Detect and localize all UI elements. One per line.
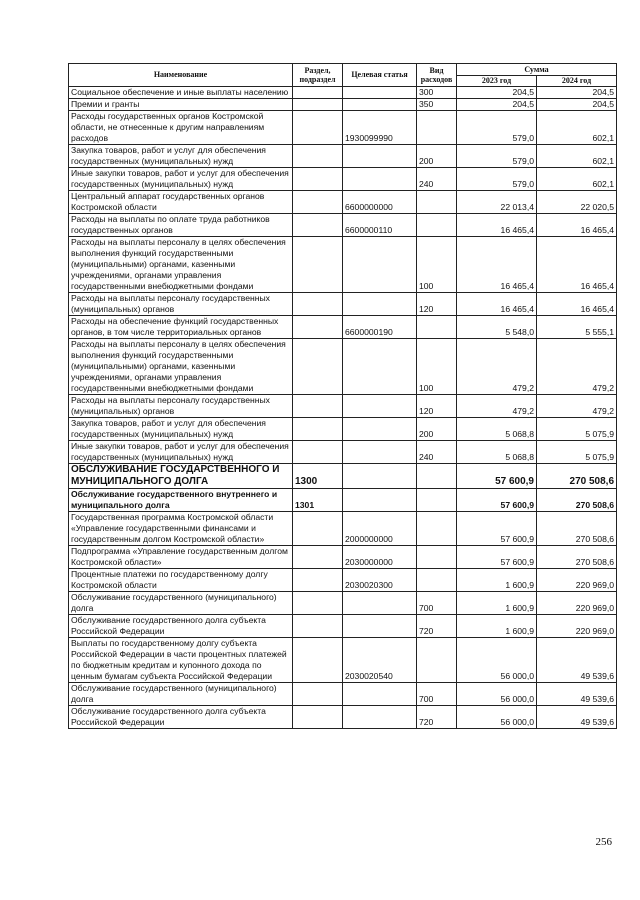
row-exptype-cell [417, 464, 457, 489]
row-exptype-cell: 700 [417, 683, 457, 706]
row-section-cell [293, 638, 343, 683]
row-exptype-cell: 720 [417, 615, 457, 638]
row-target-cell: 2030020540 [343, 638, 417, 683]
header-section: Раздел, подраздел [293, 64, 343, 87]
row-name-cell: Подпрограмма «Управление государственным долгом Костромской области» [69, 546, 293, 569]
row-sum-2024-cell: 49 539,6 [537, 638, 617, 683]
row-target-cell [343, 592, 417, 615]
row-section-cell [293, 293, 343, 316]
row-section-cell [293, 237, 343, 293]
row-name-cell: Расходы на выплаты персоналу государственных (муниципальных) органов [69, 293, 293, 316]
row-name-cell: Расходы на выплаты персоналу в целях обеспечения выполнения функций государственными (муниципальными) органами, казенными учреждениями, органами управления государственными внебюджетными фондами [69, 237, 293, 293]
row-name-cell: Обслуживание государственного (муниципального) долга [69, 592, 293, 615]
row-sum-2023-cell: 204,5 [457, 99, 537, 111]
row-exptype-cell: 100 [417, 339, 457, 395]
row-sum-2023-cell: 16 465,4 [457, 293, 537, 316]
row-sum-2023-cell: 57 600,9 [457, 489, 537, 512]
row-target-cell [343, 615, 417, 638]
row-target-cell: 6600000110 [343, 214, 417, 237]
table-row [69, 569, 617, 592]
row-exptype-cell [417, 316, 457, 339]
row-target-cell: 2030020300 [343, 569, 417, 592]
row-target-cell [343, 145, 417, 168]
row-target-cell [343, 464, 417, 489]
row-exptype-cell: 120 [417, 395, 457, 418]
row-section-cell [293, 706, 343, 729]
row-section-cell [293, 546, 343, 569]
row-target-cell [343, 683, 417, 706]
row-sum-2024-cell: 22 020,5 [537, 191, 617, 214]
row-sum-2023-cell: 57 600,9 [457, 512, 537, 546]
row-target-cell [343, 489, 417, 512]
row-sum-2023-cell: 579,0 [457, 168, 537, 191]
row-exptype-cell: 200 [417, 418, 457, 441]
table-row [69, 293, 617, 316]
row-section-cell [293, 683, 343, 706]
row-exptype-cell: 300 [417, 87, 457, 99]
table-body [69, 87, 617, 729]
row-section-cell [293, 168, 343, 191]
row-sum-2024-cell: 49 539,6 [537, 683, 617, 706]
row-exptype-cell: 700 [417, 592, 457, 615]
budget-table [68, 63, 617, 729]
row-name-cell: Расходы на обеспечение функций государственных органов, в том числе территориальных органов [69, 316, 293, 339]
table-row [69, 316, 617, 339]
row-exptype-cell [417, 638, 457, 683]
row-sum-2024-cell: 220 969,0 [537, 592, 617, 615]
row-sum-2023-cell: 16 465,4 [457, 237, 537, 293]
row-target-cell [343, 441, 417, 464]
row-section-cell [293, 441, 343, 464]
row-section-cell [293, 214, 343, 237]
row-target-cell: 6600000000 [343, 191, 417, 214]
row-sum-2024-cell: 16 465,4 [537, 293, 617, 316]
row-target-cell [343, 87, 417, 99]
row-sum-2024-cell: 220 969,0 [537, 615, 617, 638]
row-target-cell: 2030000000 [343, 546, 417, 569]
row-sum-2023-cell: 5 068,8 [457, 441, 537, 464]
row-sum-2023-cell: 1 600,9 [457, 569, 537, 592]
row-sum-2023-cell: 204,5 [457, 87, 537, 99]
table-row [69, 191, 617, 214]
row-target-cell [343, 706, 417, 729]
row-sum-2024-cell: 5 075,9 [537, 418, 617, 441]
row-sum-2023-cell: 5 068,8 [457, 418, 537, 441]
row-target-cell [343, 168, 417, 191]
row-section-cell [293, 339, 343, 395]
row-sum-2024-cell: 602,1 [537, 111, 617, 145]
row-name-cell: Обслуживание государственного (муниципального) долга [69, 683, 293, 706]
row-exptype-cell: 240 [417, 168, 457, 191]
row-name-cell: Центральный аппарат государственных органов Костромской области [69, 191, 293, 214]
row-section-cell: 1301 [293, 489, 343, 512]
row-sum-2024-cell: 16 465,4 [537, 214, 617, 237]
row-sum-2024-cell: 602,1 [537, 168, 617, 191]
row-sum-2023-cell: 5 548,0 [457, 316, 537, 339]
row-name-cell: Иные закупки товаров, работ и услуг для обеспечения государственных (муниципальных) нужд [69, 441, 293, 464]
row-exptype-cell: 100 [417, 237, 457, 293]
row-name-cell: Премии и гранты [69, 99, 293, 111]
header-target: Целевая статья [343, 64, 417, 87]
row-exptype-cell [417, 489, 457, 512]
row-sum-2023-cell: 479,2 [457, 339, 537, 395]
row-section-cell [293, 592, 343, 615]
row-sum-2023-cell: 579,0 [457, 145, 537, 168]
row-sum-2024-cell: 270 508,6 [537, 489, 617, 512]
row-name-cell: Расходы государственных органов Костромской области, не отнесенные к другим направлениям расходов [69, 111, 293, 145]
row-section-cell [293, 395, 343, 418]
row-sum-2023-cell: 57 600,9 [457, 546, 537, 569]
table-row [69, 99, 617, 111]
row-sum-2024-cell: 5 555,1 [537, 316, 617, 339]
row-sum-2024-cell: 220 969,0 [537, 569, 617, 592]
header-exptype: Вид расходов [417, 64, 457, 87]
row-target-cell [343, 395, 417, 418]
row-exptype-cell: 240 [417, 441, 457, 464]
table-row [69, 237, 617, 293]
row-sum-2024-cell: 602,1 [537, 145, 617, 168]
row-sum-2024-cell: 479,2 [537, 339, 617, 395]
row-sum-2024-cell: 16 465,4 [537, 237, 617, 293]
row-sum-2024-cell: 270 508,6 [537, 512, 617, 546]
table-row [69, 441, 617, 464]
row-sum-2024-cell: 204,5 [537, 99, 617, 111]
row-sum-2023-cell: 56 000,0 [457, 706, 537, 729]
row-name-cell: Иные закупки товаров, работ и услуг для обеспечения государственных (муниципальных) нужд [69, 168, 293, 191]
row-target-cell [343, 418, 417, 441]
row-sum-2023-cell: 56 000,0 [457, 683, 537, 706]
row-name-cell: Закупка товаров, работ и услуг для обеспечения государственных (муниципальных) нужд [69, 145, 293, 168]
row-exptype-cell: 120 [417, 293, 457, 316]
table-row [69, 214, 617, 237]
row-target-cell: 1930099990 [343, 111, 417, 145]
row-section-cell [293, 191, 343, 214]
row-sum-2023-cell: 479,2 [457, 395, 537, 418]
row-exptype-cell: 350 [417, 99, 457, 111]
row-exptype-cell [417, 111, 457, 145]
row-section-cell [293, 615, 343, 638]
page-number: 256 [595, 836, 612, 848]
row-exptype-cell [417, 569, 457, 592]
table-row [69, 546, 617, 569]
row-name-cell: Обслуживание государственного долга субъекта Российской Федерации [69, 615, 293, 638]
header-name: Наименование [69, 64, 293, 87]
table-row [69, 339, 617, 395]
budget-table-page [68, 63, 616, 729]
table-row [69, 418, 617, 441]
table-row [69, 395, 617, 418]
row-name-cell: Расходы на выплаты персоналу в целях обеспечения выполнения функций государственными (муниципальными) органами, казенными учреждениями, органами управления государственными внебюджетными фондами [69, 339, 293, 395]
table-row [69, 512, 617, 546]
table-row [69, 683, 617, 706]
row-name-cell: Выплаты по государственному долгу субъекта Российской Федерации в части процентных платежей по бюджетным кредитам и купонного дохода по ценным бумагам субъекта Российской Федерации [69, 638, 293, 683]
row-target-cell [343, 339, 417, 395]
header-year-2023: 2023 год [457, 76, 537, 87]
row-target-cell: 6600000190 [343, 316, 417, 339]
table-row [69, 145, 617, 168]
row-target-cell [343, 293, 417, 316]
row-section-cell [293, 316, 343, 339]
row-exptype-cell [417, 512, 457, 546]
row-sum-2024-cell: 270 508,6 [537, 464, 617, 489]
row-sum-2023-cell: 57 600,9 [457, 464, 537, 489]
row-name-cell: Обслуживание государственного внутреннего и муниципального долга [69, 489, 293, 512]
row-sum-2023-cell: 56 000,0 [457, 638, 537, 683]
row-sum-2024-cell: 49 539,6 [537, 706, 617, 729]
row-section-cell [293, 111, 343, 145]
row-section-cell: 1300 [293, 464, 343, 489]
row-exptype-cell: 200 [417, 145, 457, 168]
table-row [69, 706, 617, 729]
table-row [69, 87, 617, 99]
row-exptype-cell [417, 546, 457, 569]
row-exptype-cell: 720 [417, 706, 457, 729]
row-sum-2023-cell: 16 465,4 [457, 214, 537, 237]
row-target-cell: 2000000000 [343, 512, 417, 546]
table-row [69, 615, 617, 638]
table-header [69, 64, 617, 87]
row-section-cell [293, 418, 343, 441]
row-section-cell [293, 569, 343, 592]
row-section-cell [293, 512, 343, 546]
row-sum-2023-cell: 579,0 [457, 111, 537, 145]
row-section-cell [293, 87, 343, 99]
row-sum-2024-cell: 204,5 [537, 87, 617, 99]
row-section-cell [293, 145, 343, 168]
row-sum-2023-cell: 22 013,4 [457, 191, 537, 214]
row-name-cell: ОБСЛУЖИВАНИЕ ГОСУДАРСТВЕННОГО И МУНИЦИПАЛЬНОГО ДОЛГА [69, 464, 293, 489]
row-sum-2023-cell: 1 600,9 [457, 615, 537, 638]
header-sum: Сумма [457, 64, 617, 76]
row-sum-2024-cell: 479,2 [537, 395, 617, 418]
row-name-cell: Обслуживание государственного долга субъекта Российской Федерации [69, 706, 293, 729]
row-name-cell: Процентные платежи по государственному долгу Костромской области [69, 569, 293, 592]
row-sum-2024-cell: 5 075,9 [537, 441, 617, 464]
header-year-2024: 2024 год [537, 76, 617, 87]
row-name-cell: Расходы на выплаты по оплате труда работников государственных органов [69, 214, 293, 237]
row-target-cell [343, 237, 417, 293]
table-row [69, 638, 617, 683]
row-sum-2023-cell: 1 600,9 [457, 592, 537, 615]
table-row [69, 489, 617, 512]
table-row [69, 168, 617, 191]
row-name-cell: Расходы на выплаты персоналу государственных (муниципальных) органов [69, 395, 293, 418]
row-section-cell [293, 99, 343, 111]
row-name-cell: Государственная программа Костромской области «Управление государственными финансами и государственным долгом Костромской области» [69, 512, 293, 546]
table-row [69, 464, 617, 489]
row-exptype-cell [417, 214, 457, 237]
table-row [69, 111, 617, 145]
row-target-cell [343, 99, 417, 111]
row-exptype-cell [417, 191, 457, 214]
row-sum-2024-cell: 270 508,6 [537, 546, 617, 569]
row-name-cell: Закупка товаров, работ и услуг для обеспечения государственных (муниципальных) нужд [69, 418, 293, 441]
row-name-cell: Социальное обеспечение и иные выплаты населению [69, 87, 293, 99]
table-row [69, 592, 617, 615]
